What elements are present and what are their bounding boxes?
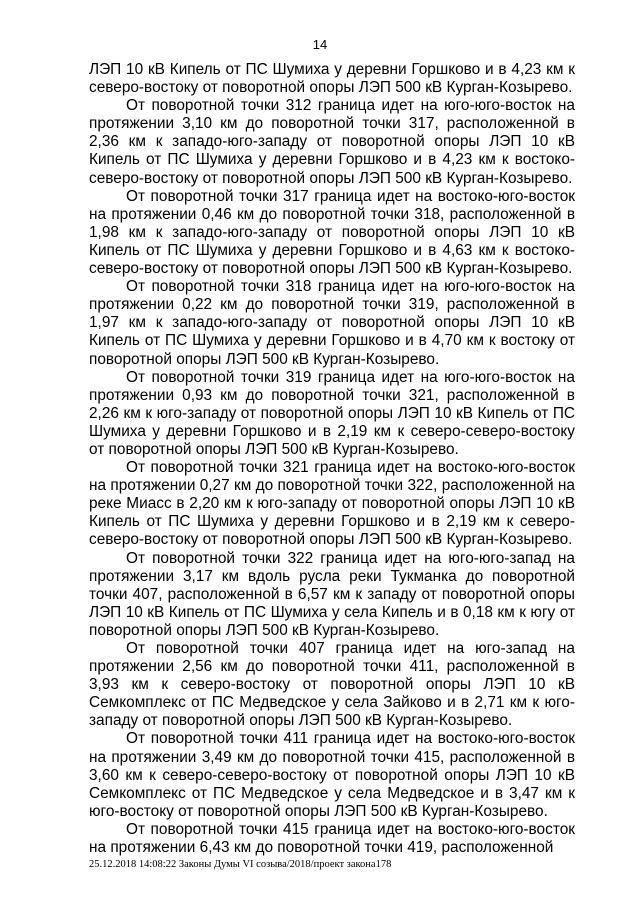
paragraph: От поворотной точки 321 граница идет на востоко-юго-восток на протяжении 0,27 км до поворотной точки 322, расположенной на реке Миасс в 2,20 км к юго-западу от поворотной опоры ЛЭП 10 кВ Кипель от ПС Шумиха у деревни Горшково и в 2,19 км к северо-северо-востоку от поворотной опоры ЛЭП 500 кВ Курган-Козырево. [89, 459, 575, 549]
page-number: 14 [312, 37, 328, 52]
paragraph: От поворотной точки 317 граница идет на востоко-юго-восток на протяжении 0,46 км до поворотной точки 318, расположенной в 1,98 км к западо-юго-западу от поворотной опоры ЛЭП 10 кВ Кипель от ПС Шумиха у деревни Горшково и в 4,63 км к востоко-северо-востоку от поворотной опоры ЛЭП 500 кВ Курган-Козырево. [89, 187, 575, 278]
paragraph: От поворотной точки 407 граница идет на юго-запад на протяжении 2,56 км до поворотной точки 411, расположенной в 3,93 км к северо-востоку от поворотной опоры ЛЭП 10 кВ Семкомплекс от ПС Медведское у села Зайково и в 2,71 км к юго-западу от поворотной опоры ЛЭП 500 кВ Курган-Козырево. [89, 640, 575, 730]
paragraph: От поворотной точки 322 граница идет на юго-юго-запад на протяжении 3,17 км вдоль русла реки Тукманка до поворотной точки 407, расположенной в 6,57 км к западу от поворотной опоры ЛЭП 10 кВ Кипель от ПС Шумиха у села Кипель и в 0,18 км к югу от поворотной опоры ЛЭП 500 кВ Курган-Козырево. [89, 549, 575, 639]
paragraph-continued: ЛЭП 10 кВ Кипель от ПС Шумиха у деревни Горшково и в 4,23 км к северо-востоку от поворотной опоры ЛЭП 500 кВ Курган-Козырево. [89, 61, 575, 97]
paragraph: От поворотной точки 411 граница идет на востоко-юго-восток на протяжении 3,49 км до поворотной точки 415, расположенной в 3,60 км к северо-северо-востоку от поворотной опоры ЛЭП 10 кВ Семкомплекс от ПС Медведское у села Медведское и в 3,47 км к юго-востоку от поворотной опоры ЛЭП 500 кВ Курган-Козырево. [89, 730, 575, 820]
paragraph: От поворотной точки 318 граница идет на юго-юго-восток на протяжении 0,22 км до поворотной точки 319, расположенной в 1,97 км к западо-юго-западу от поворотной опоры ЛЭП 10 кВ Кипель от ПС Шумиха у деревни Горшково и в 4,70 км к востоку от поворотной опоры ЛЭП 500 кВ Курган-Козырево. [89, 278, 575, 368]
document-footer: 25.12.2018 14:08:22 Законы Думы VI созыва/2018/проект закона178 [89, 859, 392, 870]
paragraph: От поворотной точки 312 граница идет на юго-юго-восток на протяжении 3,10 км до поворотной точки 317, расположенной в 2,36 км к западо-юго-западу от поворотной опоры ЛЭП 10 кВ Кипель от ПС Шумиха у деревни Горшково и в 4,23 км к востоко-северо-востоку от поворотной опоры ЛЭП 500 кВ Курган-Козырево. [89, 97, 575, 187]
paragraph: От поворотной точки 319 граница идет на юго-юго-восток на протяжении 0,93 км до поворотной точки 321, расположенной в 2,26 км к юго-западу от поворотной опоры ЛЭП 10 кВ Кипель от ПС Шумиха у деревни Горшково и в 2,19 км к северо-северо-востоку от поворотной опоры ЛЭП 500 кВ Курган-Козырево. [89, 368, 575, 458]
document-body [89, 61, 575, 857]
paragraph-truncated: От поворотной точки 415 граница идет на востоко-юго-восток на протяжении 6,43 км до поворотной точки 419, расположенной [89, 820, 575, 857]
